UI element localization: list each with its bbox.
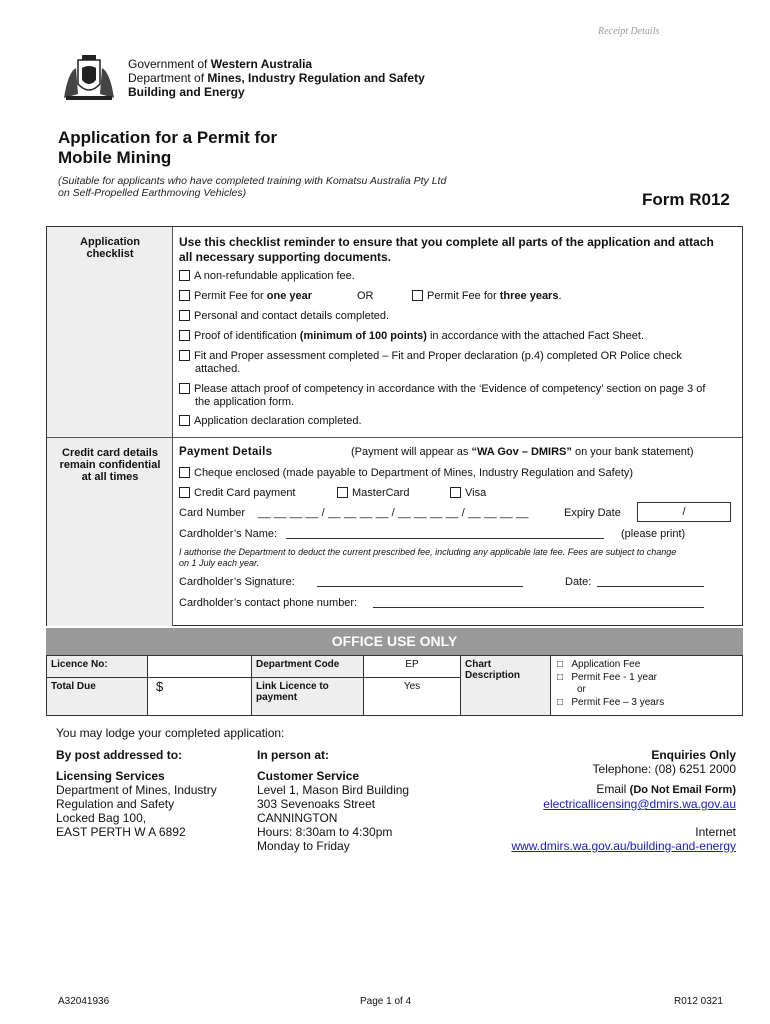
option-application-fee[interactable]: □ Application Fee <box>557 659 641 670</box>
chart-description-label: Chart Description <box>461 656 551 715</box>
receipt-details-label: Receipt Details <box>598 26 660 37</box>
please-print-note: (please print) <box>621 528 686 540</box>
enquiries: Enquiries Only Telephone: (08) 6251 2000 Email (Do Not Email Form) electricallicensing@dmirs.wa.gov.au Internet www.dmirs.wa.gov.au/building-and-energy <box>511 748 736 853</box>
total-due-label: Total Due <box>47 678 148 715</box>
signature-label: Cardholder’s Signature: <box>179 576 295 588</box>
link-licence-value: Yes <box>364 678 461 715</box>
checklist-item-permit-fee: Permit Fee for one year OR Permit Fee for three years. <box>179 290 729 303</box>
total-due-field[interactable]: $ <box>148 678 252 715</box>
checkbox-permit-three-years[interactable] <box>412 290 423 301</box>
licence-no-label: Licence No: <box>47 656 148 678</box>
cardholder-name-field[interactable] <box>286 528 604 539</box>
dept-code-label: Department Code <box>252 656 364 678</box>
licence-no-field[interactable] <box>148 656 252 678</box>
date-label: Date: <box>565 576 592 588</box>
expiry-date-label: Expiry Date <box>564 507 621 519</box>
or-label: OR <box>357 290 374 302</box>
form-title: Application for a Permit for Mobile Mining <box>58 128 278 167</box>
post-address: By post addressed to: Licensing Services Department of Mines, Industry Regulation and Safety Locked Bag 100, EAST PERTH W A 6892 <box>56 748 217 839</box>
phone-field[interactable] <box>373 597 704 608</box>
checklist-item-personal[interactable]: Personal and contact details completed. <box>179 310 389 323</box>
checklist-item-fee[interactable]: A non-refundable application fee. <box>179 270 355 283</box>
checklist-item-proof[interactable]: Proof of identification (minimum of 100 points) in accordance with the attached Fact Sheet. <box>179 330 644 343</box>
payment-details-title: Payment Details <box>179 446 273 458</box>
checkbox[interactable] <box>179 383 190 394</box>
footer-page-number: Page 1 of 4 <box>360 996 412 1007</box>
dept-code-value: EP <box>364 656 461 678</box>
cheque-option[interactable]: Cheque enclosed (made payable to Department of Mines, Industry Regulation and Safety) <box>179 467 633 480</box>
checkbox-cheque[interactable] <box>179 467 190 478</box>
gov-line: Government of Western Australia <box>128 57 313 71</box>
date-field[interactable] <box>597 576 704 587</box>
office-use-bar: OFFICE USE ONLY <box>46 628 743 655</box>
checkbox[interactable] <box>179 310 190 321</box>
signature-field[interactable] <box>317 576 523 587</box>
office-use-table <box>46 655 743 716</box>
option-permit-1yr[interactable]: □ Permit Fee - 1 year <box>557 671 657 683</box>
lodge-intro: You may lodge your completed application: <box>56 726 285 740</box>
checkbox-credit-card[interactable] <box>179 487 190 498</box>
checkbox[interactable] <box>179 415 190 426</box>
checkbox-mastercard[interactable] <box>337 487 348 498</box>
section-divider <box>173 437 742 438</box>
dept-line: Department of Mines, Industry Regulation and Safety <box>128 71 425 85</box>
checklist-heading: Use this checklist reminder to ensure that you complete all parts of the application and attach all necessary supporting documents. <box>179 235 714 264</box>
in-person-address: In person at: Customer Service Level 1, Mason Bird Building 303 Sevenoaks Street CANNINGTON Hours: 8:30am to 4:30pm Monday to Friday <box>257 748 410 853</box>
form-number: Form R012 <box>642 190 730 209</box>
checklist-side-panel <box>47 227 173 437</box>
authorisation-text: I authorise the Department to deduct the current prescribed fee, including any applicable late fee. Fees are subject to change on 1 July each year. <box>179 547 677 568</box>
checkbox[interactable] <box>179 330 190 341</box>
payment-appear-note: (Payment will appear as “WA Gov – DMIRS” on your bank statement) <box>351 446 694 458</box>
cardholder-name-label: Cardholder’s Name: <box>179 528 278 540</box>
checklist-side-label: Application checklist <box>80 236 140 260</box>
visa-option[interactable]: Visa <box>450 487 486 500</box>
website-link[interactable]: www.dmirs.wa.gov.au/building-and-energy <box>511 839 736 853</box>
expiry-date-field[interactable]: / <box>637 502 731 522</box>
checkbox-visa[interactable] <box>450 487 461 498</box>
mastercard-option[interactable]: MasterCard <box>337 487 409 500</box>
card-number-label: Card Number <box>179 507 246 519</box>
checkbox-permit-one-year[interactable] <box>179 290 190 301</box>
option-permit-3yr[interactable]: □ Permit Fee – 3 years <box>557 696 665 708</box>
footer-doc-id: A32041936 <box>58 996 110 1007</box>
enquiries-email-link[interactable]: electricallicensing@dmirs.wa.gov.au <box>543 797 736 811</box>
payment-side-panel <box>47 437 173 626</box>
checkbox[interactable] <box>179 270 190 281</box>
checklist-item-declaration[interactable]: Application declaration completed. <box>179 415 362 428</box>
payment-side-label: Credit card details remain confidential at all times <box>59 447 161 483</box>
card-number-field[interactable]: __ __ __ __ / __ __ __ __ / __ __ __ __ / __ __ __ __ <box>258 507 529 519</box>
form-subtitle: (Suitable for applicants who have completed training with Komatsu Australia Pty Ltd on Self-Propelled Earthmoving Vehicles) <box>58 175 447 199</box>
permit-three-years[interactable]: Permit Fee for three years. <box>412 290 562 303</box>
link-licence-label: Link Licence to payment <box>252 678 364 715</box>
division-line: Building and Energy <box>128 85 245 99</box>
checklist-item-competency[interactable]: Please attach proof of competency in accordance with the ‘Evidence of competency’ section on page 3 of the application form. <box>179 383 705 409</box>
wa-crest-icon <box>60 54 118 102</box>
chart-description-options: □ Application Fee □ Permit Fee - 1 year or □ Permit Fee – 3 years <box>551 656 742 715</box>
phone-label: Cardholder’s contact phone number: <box>179 597 358 609</box>
card-type-row: Credit Card payment MasterCard Visa <box>179 487 729 500</box>
org-header <box>60 54 460 104</box>
checkbox[interactable] <box>179 350 190 361</box>
footer-form-version: R012 0321 <box>674 996 723 1007</box>
checklist-item-fit-proper[interactable]: Fit and Proper assessment completed – Fit and Proper declaration (p.4) completed OR Police check attached. <box>179 350 682 376</box>
